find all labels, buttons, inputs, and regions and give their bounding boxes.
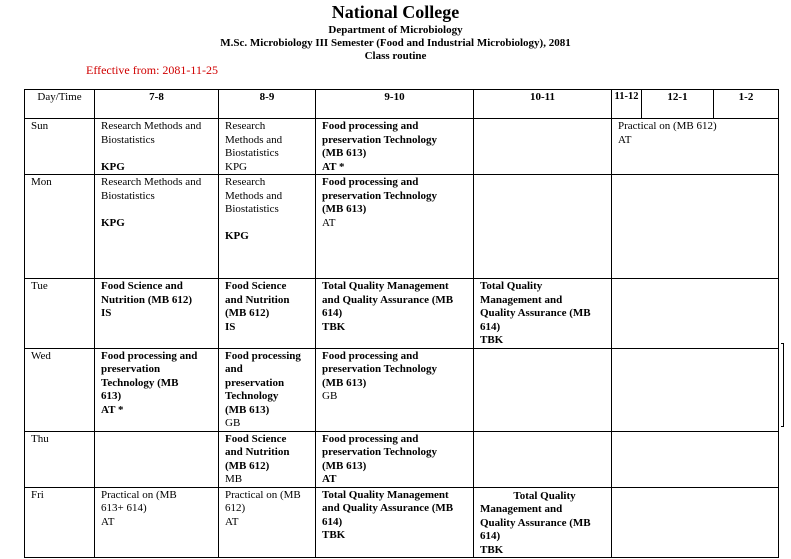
wed-row-extension (781, 343, 784, 427)
day-cell: Thu (25, 431, 95, 487)
day-cell: Sun (25, 119, 95, 175)
cell-thu-9-10: Food processing and preservation Technology (MB 613) AT (316, 431, 474, 487)
day-cell: Tue (25, 279, 95, 349)
cell-fri-9-10: Total Quality Management and Quality Assurance (MB 614) TBK (316, 487, 474, 558)
cell-tue-8-9: Food Science and Nutrition (MB 612) IS (219, 279, 316, 349)
col-header-7-8: 7-8 (95, 90, 219, 119)
cell-thu-8-9: Food Science and Nutrition (MB 612) MB (219, 431, 316, 487)
cell-mon-8-9: Research Methods and Biostatistics KPG (219, 175, 316, 279)
col-header-8-9: 8-9 (219, 90, 316, 119)
class-routine-table (24, 89, 779, 558)
cell-fri-8-9: Practical on (MB 612) AT (219, 487, 316, 558)
table-row (25, 487, 779, 558)
program-name: M.Sc. Microbiology III Semester (Food and Industrial Microbiology), 2081 (220, 37, 571, 49)
day-cell: Mon (25, 175, 95, 279)
cell-wed-8-9: Food processing and preservation Technology (MB 613) GB (219, 348, 316, 431)
day-cell: Wed (25, 348, 95, 431)
cell-mon-7-8: Research Methods and Biostatistics KPG (95, 175, 219, 279)
table-row (25, 348, 779, 431)
college-name: National College (331, 2, 460, 22)
cell-wed-10-11 (474, 348, 612, 431)
col-header-9-10: 9-10 (316, 90, 474, 119)
cell-tue-7-8: Food Science and Nutrition (MB 612) IS (95, 279, 219, 349)
cell-wed-7-8: Food processing and preservation Technology (MB 613) AT * (95, 348, 219, 431)
cell-tue-10-11: Total Quality Management and Quality Assurance (MB 614) TBK (474, 279, 612, 349)
col-header-day-time: Day/Time (25, 90, 95, 119)
col-header-10-11: 10-11 (474, 90, 612, 119)
cell-tue-9-10: Total Quality Management and Quality Assurance (MB 614) TBK (316, 279, 474, 349)
cell-mon-10-11 (474, 175, 612, 279)
cell-sun-7-8: Research Methods and Biostatistics KPG (95, 119, 219, 175)
cell-fri-10-11: Total Quality Management and Quality Assurance (MB 614) TBK (474, 487, 612, 558)
col-header-12-1: 12-1 (642, 90, 714, 119)
cell-sun-10-11 (474, 119, 612, 175)
document-type: Class routine (364, 50, 427, 62)
header-row (25, 90, 779, 119)
cell-thu-11-2 (612, 431, 779, 487)
department-name: Department of Microbiology (328, 24, 463, 36)
cell-mon-11-2 (612, 175, 779, 279)
col-header-1-2: 1-2 (714, 90, 779, 119)
cell-wed-11-2 (612, 348, 779, 431)
cell-sun-9-10: Food processing and preservation Technology (MB 613) AT * (316, 119, 474, 175)
cell-thu-7-8 (95, 431, 219, 487)
cell-mon-9-10: Food processing and preservation Technology (MB 613) AT (316, 175, 474, 279)
effective-date: Effective from: 2081-11-25 (86, 63, 218, 77)
cell-thu-10-11 (474, 431, 612, 487)
cell-fri-7-8: Practical on (MB 613+ 614) AT (95, 487, 219, 558)
table-row (25, 119, 779, 175)
table-row (25, 175, 779, 279)
day-cell: Fri (25, 487, 95, 558)
cell-sun-8-9: Research Methods and Biostatistics KPG (219, 119, 316, 175)
cell-wed-9-10: Food processing and preservation Technology (MB 613) GB (316, 348, 474, 431)
cell-fri-11-2 (612, 487, 779, 558)
table-row (25, 279, 779, 349)
cell-tue-11-2 (612, 279, 779, 349)
col-header-11-12: 11-12 (612, 90, 642, 119)
table-row (25, 431, 779, 487)
cell-sun-11-2: Practical on (MB 612) AT (612, 119, 779, 175)
